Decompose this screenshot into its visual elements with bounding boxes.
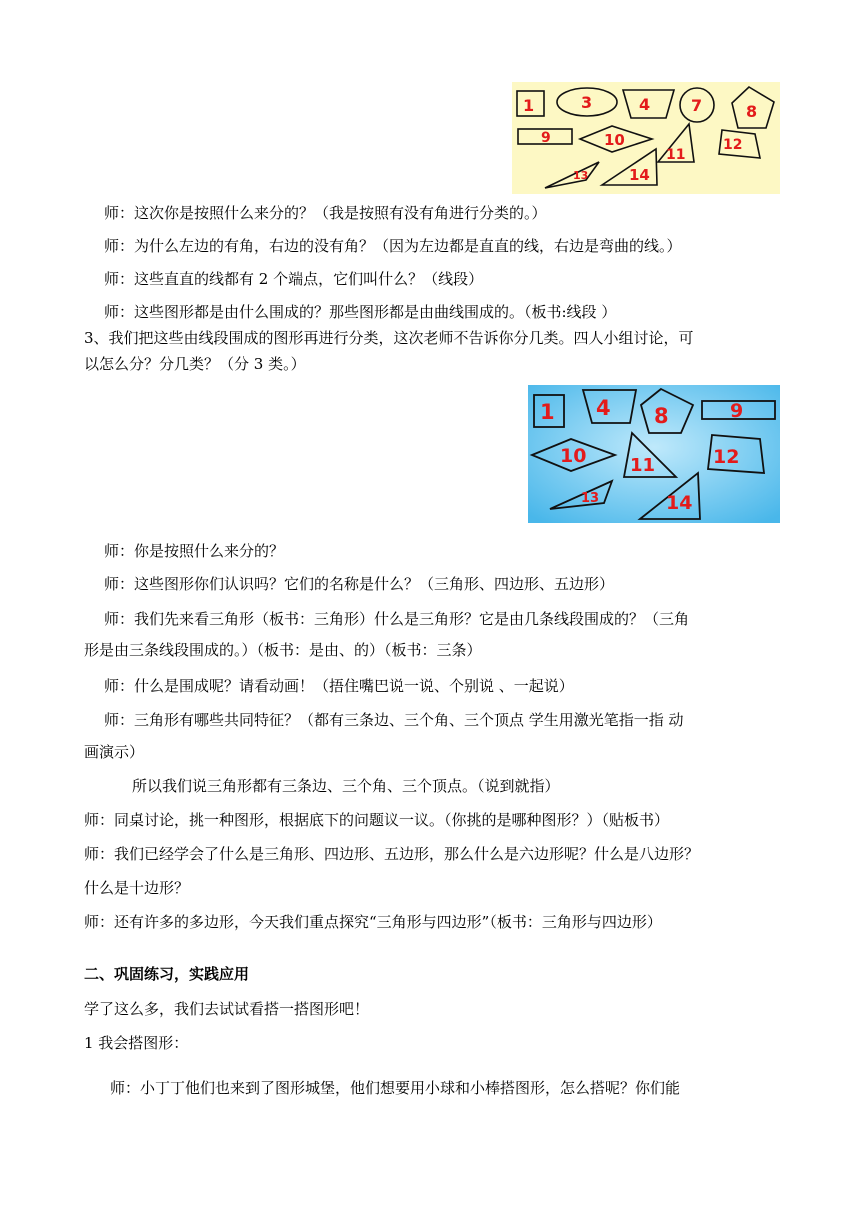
shapes-figure-2 <box>528 385 780 523</box>
label-11: 11 <box>666 147 686 163</box>
label-14: 14 <box>629 166 650 184</box>
paragraph-line-19: 学了这么多，我们去试试看搭一搭图形吧！ <box>84 1000 370 1018</box>
label2-13: 13 <box>581 491 600 506</box>
label2-4: 4 <box>596 396 611 420</box>
paragraph-line-18: 师：还有许多的多边形，今天我们重点探究“三角形与四边形”（板书：三角形与四边形） <box>84 913 662 931</box>
label2-8: 8 <box>654 404 669 428</box>
paragraph-line-3: 师：这些直直的线都有 2 个端点，它们叫什么？（线段） <box>104 270 484 288</box>
label-13: 13 <box>573 169 589 182</box>
paragraph-line-14: 所以我们说三角形都有三条边、三个角、三个顶点。（说到就指） <box>132 777 560 795</box>
paragraph-line-21: 师：小丁丁他们也来到了图形城堡，他们想要用小球和小棒搭图形，怎么搭呢？你们能 <box>110 1079 681 1097</box>
label2-10: 10 <box>560 445 587 467</box>
paragraph-line-9: 师：我们先来看三角形（板书：三角形）什么是三角形？它是由几条线段围成的？（三角 <box>104 610 690 628</box>
label-3: 3 <box>581 93 593 112</box>
paragraph-line-5: 3、我们把这些由线段围成的图形再进行分类，这次老师不告诉你分几类。四人小组讨论，可 <box>84 329 694 347</box>
label-1: 1 <box>523 96 535 115</box>
paragraph-line-6: 以怎么分？分几类？（分 3 类。） <box>84 355 306 373</box>
label2-9: 9 <box>730 400 744 422</box>
label-4: 4 <box>639 95 651 114</box>
label2-14: 14 <box>666 492 693 514</box>
paragraph-line-17: 什么是十边形？ <box>84 879 190 897</box>
paragraph-line-8: 师：这些图形你们认识吗？它们的名称是什么？（三角形、四边形、五边形） <box>104 575 615 593</box>
label-7: 7 <box>691 96 703 115</box>
label2-12: 12 <box>713 446 740 468</box>
label-12: 12 <box>723 137 743 153</box>
paragraph-line-11: 师：什么是围成呢？请看动画！（捂住嘴巴说一说、个别说 、一起说） <box>104 677 574 695</box>
paragraph-line-15: 师：同桌讨论，挑一种图形，根据底下的问题议一议。（你挑的是哪种图形？）（贴板书） <box>84 811 670 829</box>
paragraph-line-4: 师：这些图形都是由什么围成的？那些图形都是由曲线围成的。（板书:线段 ） <box>104 303 617 321</box>
paragraph-line-20: 1 我会搭图形： <box>84 1034 189 1052</box>
paragraph-line-13: 画演示） <box>84 743 145 761</box>
paragraph-line-12: 师：三角形有哪些共同特征？（都有三条边、三个角、三个顶点 学生用激光笔指一指 动 <box>104 711 684 729</box>
paragraph-line-1: 师：这次你是按照什么来分的？（我是按照有没有角进行分类的。） <box>104 204 547 222</box>
paragraph-line-16: 师：我们已经学会了什么是三角形、四边形、五边形，那么什么是六边形呢？什么是八边形？ <box>84 845 700 863</box>
label-10: 10 <box>604 131 625 149</box>
section-heading: 二、巩固练习，实践应用 <box>84 965 250 983</box>
shapes-figure-1 <box>512 82 780 194</box>
paragraph-line-10: 形是由三条线段围成的。）（板书：是由、的）（板书：三条） <box>84 641 482 659</box>
label-9: 9 <box>541 130 551 146</box>
label2-1: 1 <box>540 400 555 424</box>
paragraph-line-2: 师：为什么左边的有角，右边的没有角？（因为左边都是直直的线，右边是弯曲的线。） <box>104 237 682 255</box>
label2-11: 11 <box>630 455 656 476</box>
label-8: 8 <box>746 102 758 121</box>
paragraph-line-7: 师：你是按照什么来分的？ <box>104 542 285 560</box>
